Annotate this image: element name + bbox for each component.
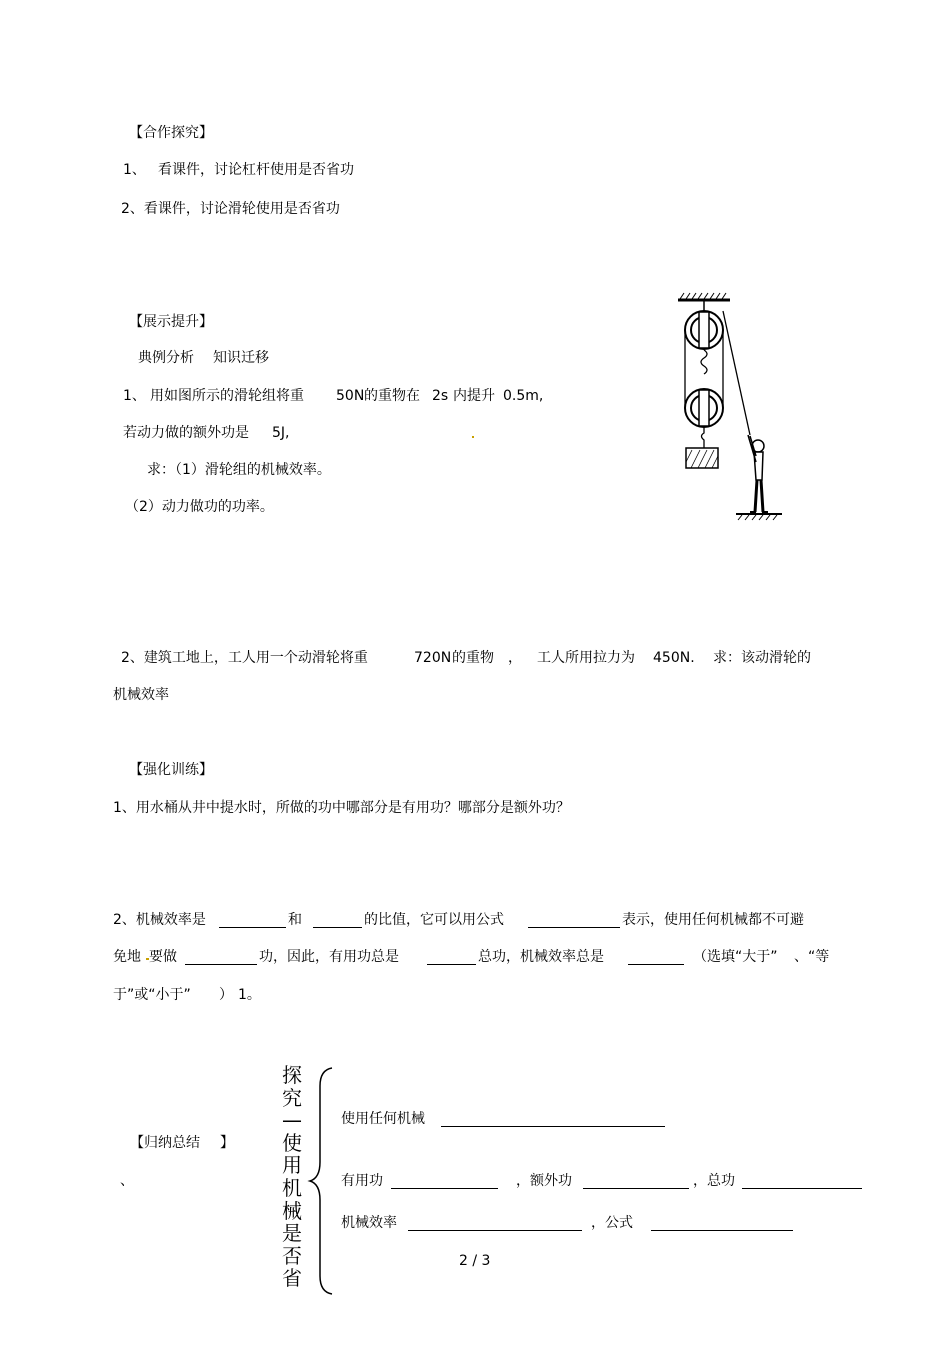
fill-blank (219, 913, 286, 928)
item-number: 1、 (123, 162, 146, 178)
practice-question-1: 1、用水桶从井中提水时，所做的功中哪部分是有用功？哪部分是额外功？ (113, 800, 570, 816)
subheading-transfer: 知识迁移 (213, 350, 269, 366)
summary-extra-work: ，额外功 (516, 1173, 572, 1189)
q1-text: 的重物在 (364, 388, 420, 404)
fill-blank (628, 950, 684, 965)
practice-q2-text: 免地 (113, 949, 141, 965)
cooperate-item-2: 2、看课件，讨论滑轮使用是否省功 (121, 201, 340, 217)
q2-text: 工人所用拉力为 (537, 650, 635, 666)
stray-dot (472, 436, 474, 438)
section-heading-summary-close: 】 (220, 1135, 234, 1151)
q1-text: 用如图所示的滑轮组将重 (150, 388, 304, 404)
q2-weight: 720N (414, 650, 452, 666)
cooperate-item-1: 看课件，讨论杠杆使用是否省功 (158, 162, 354, 178)
summary-mark: 、 (120, 1173, 134, 1189)
q1-ask-efficiency: 求：（1）滑轮组的机械效率。 (147, 462, 331, 478)
practice-q2-text: 要做 (149, 949, 177, 965)
practice-q2-text: ） (219, 987, 233, 1003)
practice-q2-text: 于”或“小于” (113, 987, 191, 1003)
practice-q2-text: 、“等 (794, 949, 830, 965)
practice-q2-text: 1。 (238, 987, 261, 1003)
practice-q2-text: 表示，使用任何机械都不可避 (622, 912, 804, 928)
practice-q2-text: （选填“大于” (693, 949, 778, 965)
q1-time: 2s (432, 388, 449, 404)
summary-total-work: ，总功 (693, 1173, 735, 1189)
q1-text: 内提升 (453, 388, 495, 404)
q2-text: 求：该动滑轮的 (713, 650, 811, 666)
practice-q2-text: 功，因此，有用功总是 (259, 949, 399, 965)
fill-blank (742, 1174, 862, 1189)
fill-blank (313, 913, 362, 928)
q2-force: 450N. (653, 650, 695, 666)
practice-q2-text: 的比值，它可以用公式 (364, 912, 504, 928)
subheading-example: 典例分析 (138, 350, 194, 366)
fill-blank (651, 1216, 793, 1231)
q1-text: 若动力做的额外功是 (123, 425, 249, 441)
q1-height: 0.5m, (503, 388, 544, 404)
q1-extra-work: 5J, (272, 425, 290, 441)
fill-blank (185, 950, 257, 965)
summary-line-1: 使用任何机械 (341, 1111, 425, 1127)
q1-ask-power: （2）动力做功的功率。 (125, 499, 274, 515)
summary-useful-work: 有用功 (341, 1173, 383, 1189)
pulley-figure (670, 290, 790, 522)
fill-blank (583, 1174, 689, 1189)
practice-q2-text: 和 (288, 912, 302, 928)
practice-q2-text: 总功，机械效率总是 (478, 949, 604, 965)
fill-blank (427, 950, 476, 965)
summary-vertical-title: 探究—使用机械是否省 (282, 1063, 302, 1291)
fill-blank (408, 1216, 582, 1231)
section-heading-practice: 【强化训练】 (129, 762, 213, 778)
summary-efficiency: 机械效率 (341, 1215, 397, 1231)
curly-brace (306, 1066, 336, 1296)
section-heading-cooperate: 【合作探究】 (129, 125, 213, 141)
section-heading-display: 【展示提升】 (129, 314, 213, 330)
page-number: 2 / 3 (459, 1253, 491, 1269)
practice-q2-text: 2、机械效率是 (113, 912, 206, 928)
summary-formula: ，公式 (591, 1215, 633, 1231)
fill-blank (441, 1112, 665, 1127)
q2-text-line2: 机械效率 (113, 687, 169, 703)
q2-comma: ， (508, 650, 522, 666)
section-heading-summary: 【归纳总结 (130, 1135, 200, 1151)
q1-weight: 50N (336, 388, 365, 404)
q2-text: 2、建筑工地上，工人用一个动滑轮将重 (121, 650, 368, 666)
q2-text: 的重物 (452, 650, 494, 666)
fill-blank (391, 1174, 498, 1189)
question-number: 1、 (123, 388, 146, 404)
fill-blank (528, 913, 620, 928)
